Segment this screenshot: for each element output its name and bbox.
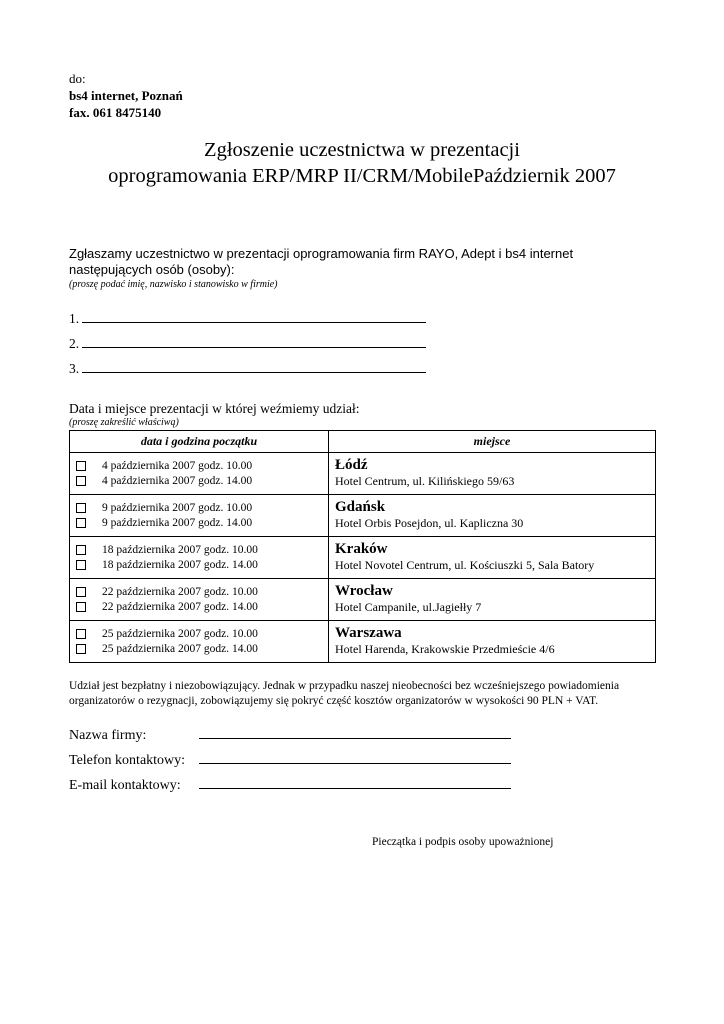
slot-label: 22 października 2007 godz. 10.00	[102, 585, 258, 598]
note-line-1: Udział jest bezpłatny i niezobowiązujący. Jednak w przypadku naszej nieobecności bez wcześniejszego powiadomienia	[69, 680, 620, 692]
time-slot[interactable]	[76, 584, 328, 599]
time-slot[interactable]	[76, 599, 328, 614]
checkbox-icon[interactable]	[76, 629, 86, 639]
header-place: miejsce	[329, 431, 656, 453]
venue-address: Hotel Orbis Posejdon, ul. Kapliczna 30	[335, 516, 524, 530]
city-name: Gdańsk	[335, 499, 386, 515]
venue-address: Hotel Campanile, ul.Jagiełły 7	[335, 600, 482, 614]
presentation-table	[69, 430, 656, 663]
participant-blank[interactable]	[82, 359, 426, 373]
checkbox-icon[interactable]	[76, 476, 86, 486]
slot-label: 18 października 2007 godz. 14.00	[102, 558, 258, 571]
participant-blank[interactable]	[82, 309, 426, 323]
venue-address: Hotel Harenda, Krakowskie Przedmieście 4/6	[335, 642, 555, 656]
place-cell	[329, 537, 656, 579]
slot-label: 9 października 2007 godz. 10.00	[102, 501, 253, 514]
participant-line-3[interactable]	[69, 359, 426, 377]
slot-label: 4 października 2007 godz. 10.00	[102, 459, 253, 472]
city-name: Warszawa	[335, 625, 402, 641]
time-slot[interactable]	[76, 458, 328, 473]
table-row	[70, 453, 656, 495]
date-cell	[70, 537, 329, 579]
participant-number: 2.	[69, 336, 80, 351]
slot-label: 18 października 2007 godz. 10.00	[102, 543, 258, 556]
time-slot[interactable]	[76, 542, 328, 557]
city-name: Wrocław	[335, 583, 393, 599]
date-cell	[70, 621, 329, 663]
date-cell	[70, 579, 329, 621]
title-line-1: Zgłoszenie uczestnictwa w prezentacji	[204, 139, 520, 161]
date-cell	[70, 495, 329, 537]
slot-label: 4 października 2007 godz. 14.00	[102, 474, 253, 487]
checkbox-icon[interactable]	[76, 503, 86, 513]
intro-line-2: następujących osób (osoby):	[69, 262, 235, 277]
slot-label: 25 października 2007 godz. 10.00	[102, 627, 258, 640]
company-name-label: Nazwa firmy:	[69, 728, 147, 743]
phone-label: Telefon kontaktowy:	[69, 753, 186, 768]
checkbox-icon[interactable]	[76, 545, 86, 555]
date-cell	[70, 453, 329, 495]
company-name-field[interactable]	[69, 724, 511, 744]
participant-line-2[interactable]	[69, 334, 426, 352]
date-section-hint: (proszę zakreślić właściwą)	[69, 417, 179, 428]
table-row	[70, 621, 656, 663]
recipient-company: bs4 internet, Poznań	[69, 88, 183, 103]
recipient-fax: fax. 061 8475140	[69, 105, 162, 120]
document-title	[0, 137, 724, 189]
time-slot[interactable]	[76, 626, 328, 641]
note-line-2: organizatorów o rezygnacji, zobowiązujemy się pokryć część kosztów organizatorów w wysokości 90 PLN + VAT.	[69, 695, 599, 707]
city-name: Kraków	[335, 541, 388, 557]
email-blank[interactable]	[199, 774, 511, 789]
phone-blank[interactable]	[199, 749, 511, 764]
company-name-blank[interactable]	[199, 724, 511, 739]
slot-label: 22 października 2007 godz. 14.00	[102, 600, 258, 613]
signature-caption: Pieczątka i podpis osoby upoważnionej	[372, 836, 554, 848]
phone-field[interactable]	[69, 749, 511, 769]
checkbox-icon[interactable]	[76, 461, 86, 471]
time-slot[interactable]	[76, 641, 328, 656]
place-cell	[329, 495, 656, 537]
participant-blank[interactable]	[82, 334, 426, 348]
date-section-heading	[69, 401, 360, 429]
participant-number: 3.	[69, 361, 80, 376]
time-slot[interactable]	[76, 557, 328, 572]
slot-label: 9 października 2007 godz. 14.00	[102, 516, 253, 529]
city-name: Łódź	[335, 457, 368, 473]
email-label: E-mail kontaktowy:	[69, 778, 181, 793]
intro-line-1: Zgłaszamy uczestnictwo w prezentacji oprogramowania firm RAYO, Adept i bs4 internet	[69, 246, 574, 261]
place-cell	[329, 453, 656, 495]
place-cell	[329, 621, 656, 663]
date-section-label: Data i miejsce prezentacji w której weźmiemy udział:	[69, 401, 360, 416]
venue-address: Hotel Centrum, ul. Kilińskiego 59/63	[335, 474, 515, 488]
checkbox-icon[interactable]	[76, 587, 86, 597]
header-date: data i godzina początku	[70, 431, 329, 453]
recipient-block	[69, 70, 183, 121]
checkbox-icon[interactable]	[76, 644, 86, 654]
table-row	[70, 579, 656, 621]
time-slot[interactable]	[76, 515, 328, 530]
intro-text	[69, 246, 659, 292]
email-field[interactable]	[69, 774, 511, 794]
participant-number: 1.	[69, 311, 80, 326]
checkbox-icon[interactable]	[76, 518, 86, 528]
time-slot[interactable]	[76, 500, 328, 515]
table-row	[70, 495, 656, 537]
to-label: do:	[69, 71, 86, 86]
slot-label: 25 października 2007 godz. 14.00	[102, 642, 258, 655]
venue-address: Hotel Novotel Centrum, ul. Kościuszki 5, Sala Batory	[335, 558, 595, 572]
title-line-2: oprogramowania ERP/MRP II/CRM/MobilePaździernik 2007	[108, 165, 616, 187]
time-slot[interactable]	[76, 473, 328, 488]
intro-hint: (proszę podać imię, nazwisko i stanowisko w firmie)	[69, 279, 278, 290]
place-cell	[329, 579, 656, 621]
terms-note	[69, 679, 669, 709]
checkbox-icon[interactable]	[76, 560, 86, 570]
participant-line-1[interactable]	[69, 309, 426, 327]
table-row	[70, 537, 656, 579]
checkbox-icon[interactable]	[76, 602, 86, 612]
